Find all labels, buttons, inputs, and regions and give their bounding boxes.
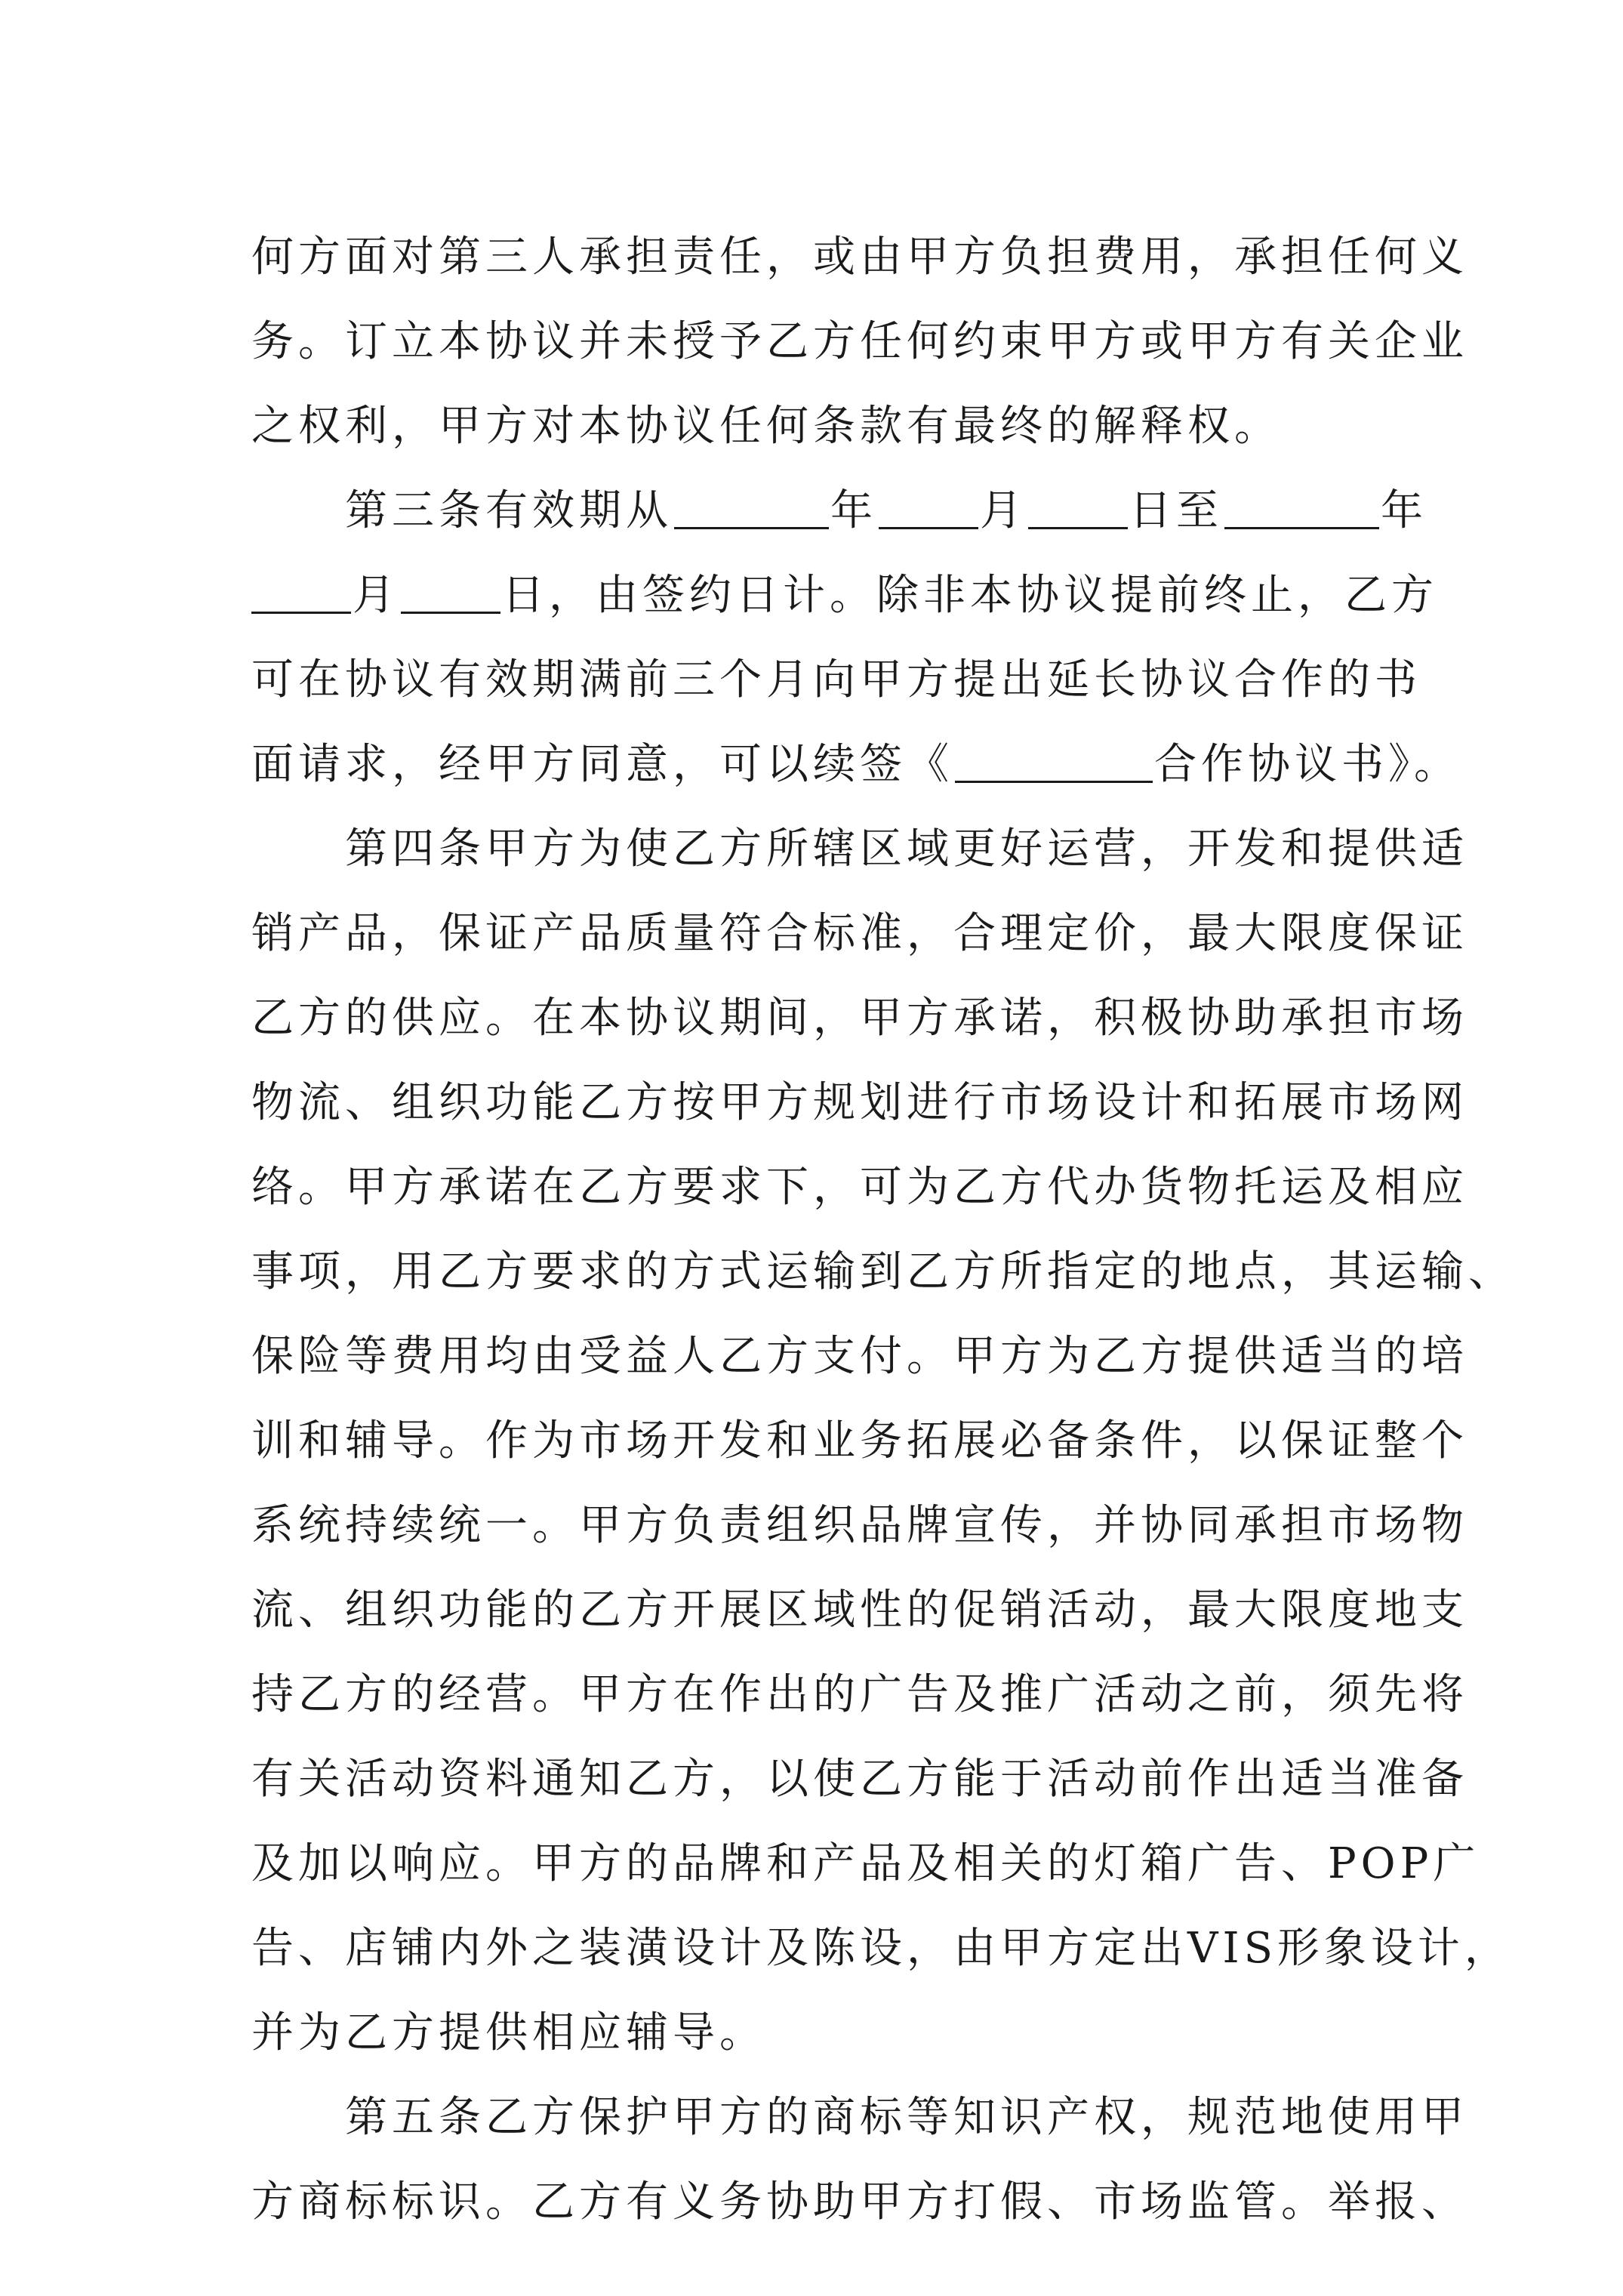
- end-year-blank: [1224, 485, 1379, 529]
- month-label: 月: [980, 486, 1027, 535]
- article-4-line: 并为乙方提供相应辅导。: [251, 2008, 766, 2057]
- article-5-line: [251, 2076, 1468, 2160]
- article-4-line: 系统持续统一。甲方负责组织品牌宣传，并协同承担市场物: [251, 1501, 1468, 1550]
- end-day-blank: [401, 569, 500, 614]
- article-4-line: 销产品，保证产品质量符合标准，合理定价，最大限度保证: [251, 909, 1468, 958]
- article-4-line: 训和辅导。作为市场开发和业务拓展必备条件，以保证整个: [251, 1416, 1468, 1465]
- article-3-line: [251, 723, 1461, 807]
- text-line: 何方面对第三人承担责任，或由甲方负担费用，承担任何义: [251, 233, 1468, 282]
- article-4-line: 流、组织功能的乙方开展区域性的促销活动，最大限度地支: [251, 1586, 1468, 1635]
- article-4-line: 告、店铺内外之装潢设计及陈设，由甲方定出VIS形象设计，: [251, 1924, 1511, 1973]
- article-4-line: 及加以响应。甲方的品牌和产品及相关的灯箱广告、POP广: [251, 1839, 1480, 1888]
- article-4-line: 保险等费用均由受益人乙方支付。甲方为乙方提供适当的培: [251, 1332, 1468, 1381]
- article-5-text: 第五条乙方保护甲方的商标等知识产权，规范地使用甲: [345, 2093, 1468, 2142]
- start-day-blank: [1028, 485, 1128, 529]
- article-3-line: [251, 553, 1438, 638]
- document-body: [251, 215, 1515, 2245]
- day-to-label: 日至: [1129, 486, 1223, 535]
- article-3-line: [251, 469, 1427, 553]
- article-4-line: 物流、组织功能乙方按甲方规划进行市场设计和拓展市场网: [251, 1078, 1468, 1127]
- article-4-line: 有关活动资料通知乙方，以使乙方能于活动前作出适当准备: [251, 1755, 1468, 1804]
- article-4-line: [251, 807, 1468, 892]
- article-3-text: 面请求，经甲方同意，可以续签《: [251, 740, 953, 789]
- article-4-line: 事项，用乙方要求的方式运输到乙方所指定的地点，其运输、: [251, 1247, 1515, 1296]
- text-line: 务。订立本协议并未授予乙方任何约束甲方或甲方有关企业: [251, 317, 1468, 366]
- article-4-line: 乙方的供应。在本协议期间，甲方承诺，积极协助承担市场: [251, 994, 1468, 1043]
- text-line: 之权利，甲方对本协议任何条款有最终的解释权。: [251, 402, 1281, 451]
- month-label: 月: [353, 571, 399, 620]
- article-4-line: 持乙方的经营。甲方在作出的广告及推广活动之前，须先将: [251, 1670, 1468, 1719]
- article-4-line: 络。甲方承诺在乙方要求下，可为乙方代办货物托运及相应: [251, 1163, 1468, 1212]
- article-3-line: 可在协议有效期满前三个月向甲方提出延长协议合作的书: [251, 655, 1421, 704]
- year-label: 年: [1381, 486, 1427, 535]
- agreement-name-blank: [955, 738, 1153, 783]
- end-month-blank: [251, 569, 351, 614]
- year-label: 年: [830, 486, 877, 535]
- article-4-text: 第四条甲方为使乙方所辖区域更好运营，开发和提供适: [345, 824, 1468, 874]
- start-year-blank: [674, 485, 829, 529]
- article-3-text: 第三条有效期从: [345, 486, 673, 535]
- article-3-text: 日，由签约日计。除非本协议提前终止，乙方: [502, 571, 1438, 620]
- start-month-blank: [879, 485, 978, 529]
- article-3-text: 合作协议书》。: [1154, 740, 1461, 789]
- article-5-line: 方商标标识。乙方有义务协助甲方打假、市场监管。举报、: [251, 2177, 1468, 2227]
